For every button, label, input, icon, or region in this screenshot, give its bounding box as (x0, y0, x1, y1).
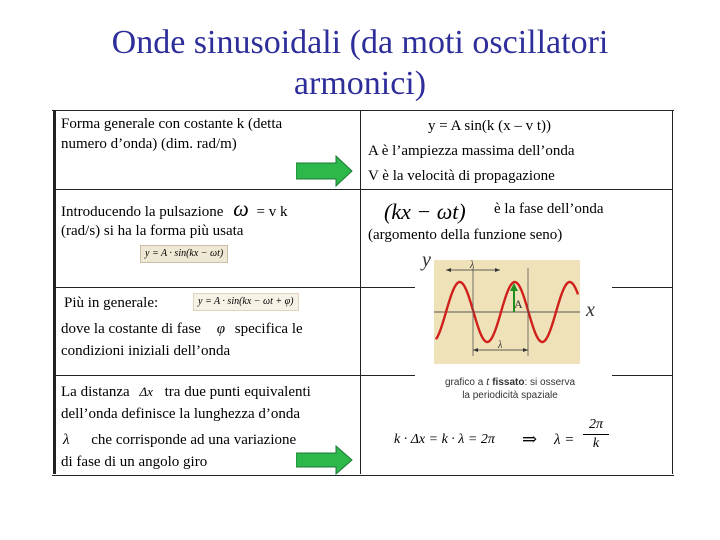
caption-t: t (486, 374, 490, 388)
title-line-1: Onde sinusoidali (da moti oscillatori (111, 24, 609, 61)
left-row-4-line-2: dell’onda definisce la lunghezza d’onda (61, 406, 301, 422)
phase-formula: (kx − ωt) (384, 199, 466, 224)
left-row-1-line-1: Forma generale con costante k (detta (61, 116, 283, 132)
table-column-divider (360, 110, 361, 474)
fraction (583, 416, 609, 453)
lambda-top-label: λ (470, 260, 475, 271)
right-row-1-line-3: V è la velocità di propagazione (368, 168, 555, 184)
right-row-1-formula: y = A sin(k (x – v t)) (428, 118, 552, 134)
lambda-bottom-label: λ (498, 340, 503, 351)
phi-symbol: φ (216, 321, 226, 337)
left-row-3-line-3: condizioni iniziali dell’onda (61, 343, 231, 359)
graph-caption-line-2: la periodicità spaziale (462, 390, 558, 401)
left-row-1-text (61, 114, 282, 154)
row-divider-1-right (360, 189, 673, 190)
right-row-2-line-1: è la fase dell’onda (494, 201, 604, 217)
graph-caption (430, 375, 590, 402)
row-divider-3-right-b (612, 375, 673, 376)
green-arrow-icon-2 (296, 445, 354, 475)
right-row-2-line-2: (argomento della funzione seno) (368, 227, 563, 243)
left-row-4-line-4: di fase di un angolo giro (61, 454, 208, 470)
left-row-3-line-2 (61, 319, 303, 339)
green-arrow-icon (296, 155, 354, 187)
omega-symbol: ω (233, 196, 249, 221)
row-divider-2-right-b (612, 287, 673, 288)
caption-text-c: : si osserva (524, 377, 576, 388)
delta-x-symbol: Δx (139, 384, 153, 399)
right-row-1-line-2: A è l’ampiezza massima dell’onda (368, 143, 575, 159)
fraction-numerator: 2π (583, 416, 609, 435)
implies-symbol: ⇒ (522, 429, 538, 449)
wave-graph-svg (416, 252, 612, 382)
left-row-4-text-b: tra due punti equivalenti (164, 384, 311, 400)
left-row-4-line-1 (61, 382, 311, 402)
amplitude-label: A (514, 297, 523, 311)
left-row-2-text-a: Introducendo la pulsazione (61, 204, 224, 220)
lambda-equals: λ = (554, 432, 575, 448)
left-row-4-text-c: che corrisponde ad una variazione (91, 432, 297, 448)
lambda-symbol: λ (63, 432, 70, 448)
row-divider-2-left (53, 287, 360, 288)
formula-box-general: y = A · sin(kx − ωt + φ) (193, 293, 299, 311)
caption-text-a: grafico a (444, 377, 484, 388)
table-right-border (672, 110, 673, 474)
table-left-border (53, 110, 56, 474)
title-line-2: armonici) (293, 65, 427, 102)
left-row-4-line-3 (61, 430, 296, 450)
fraction-denominator: k (592, 436, 600, 451)
left-row-2-line-1 (61, 196, 288, 222)
row-divider-2-right-a (360, 287, 415, 288)
x-axis-label: x (586, 299, 595, 321)
left-row-3-line-1 (64, 293, 158, 313)
graph-caption-line-1 (430, 375, 590, 389)
page-title (0, 22, 720, 104)
left-row-2-line-2: (rad/s) si ha la forma più usata (61, 223, 244, 239)
left-row-3-text-b: dove la costante di fase (61, 321, 201, 337)
row-divider-3-right-a (360, 375, 415, 376)
row-divider-3-left (53, 375, 360, 376)
left-row-1-line-2: numero d’onda) (dim. rad/m) (61, 136, 237, 152)
left-row-3-text-c: specifica le (234, 321, 303, 337)
formula-box-standard: y = A · sin(kx − ωt) (140, 245, 228, 263)
left-row-2-text-b: = v k (256, 204, 288, 220)
wave-graph (416, 252, 612, 382)
row-divider-1-left (53, 189, 360, 190)
wavelength-formula: k · Δx = k · λ = 2π (394, 432, 495, 447)
left-row-3-text-a: Più in generale: (64, 295, 159, 311)
caption-fissato: fissato (492, 377, 525, 388)
left-row-4-text-a: La distanza (61, 384, 130, 400)
y-axis-label: y (422, 252, 431, 271)
